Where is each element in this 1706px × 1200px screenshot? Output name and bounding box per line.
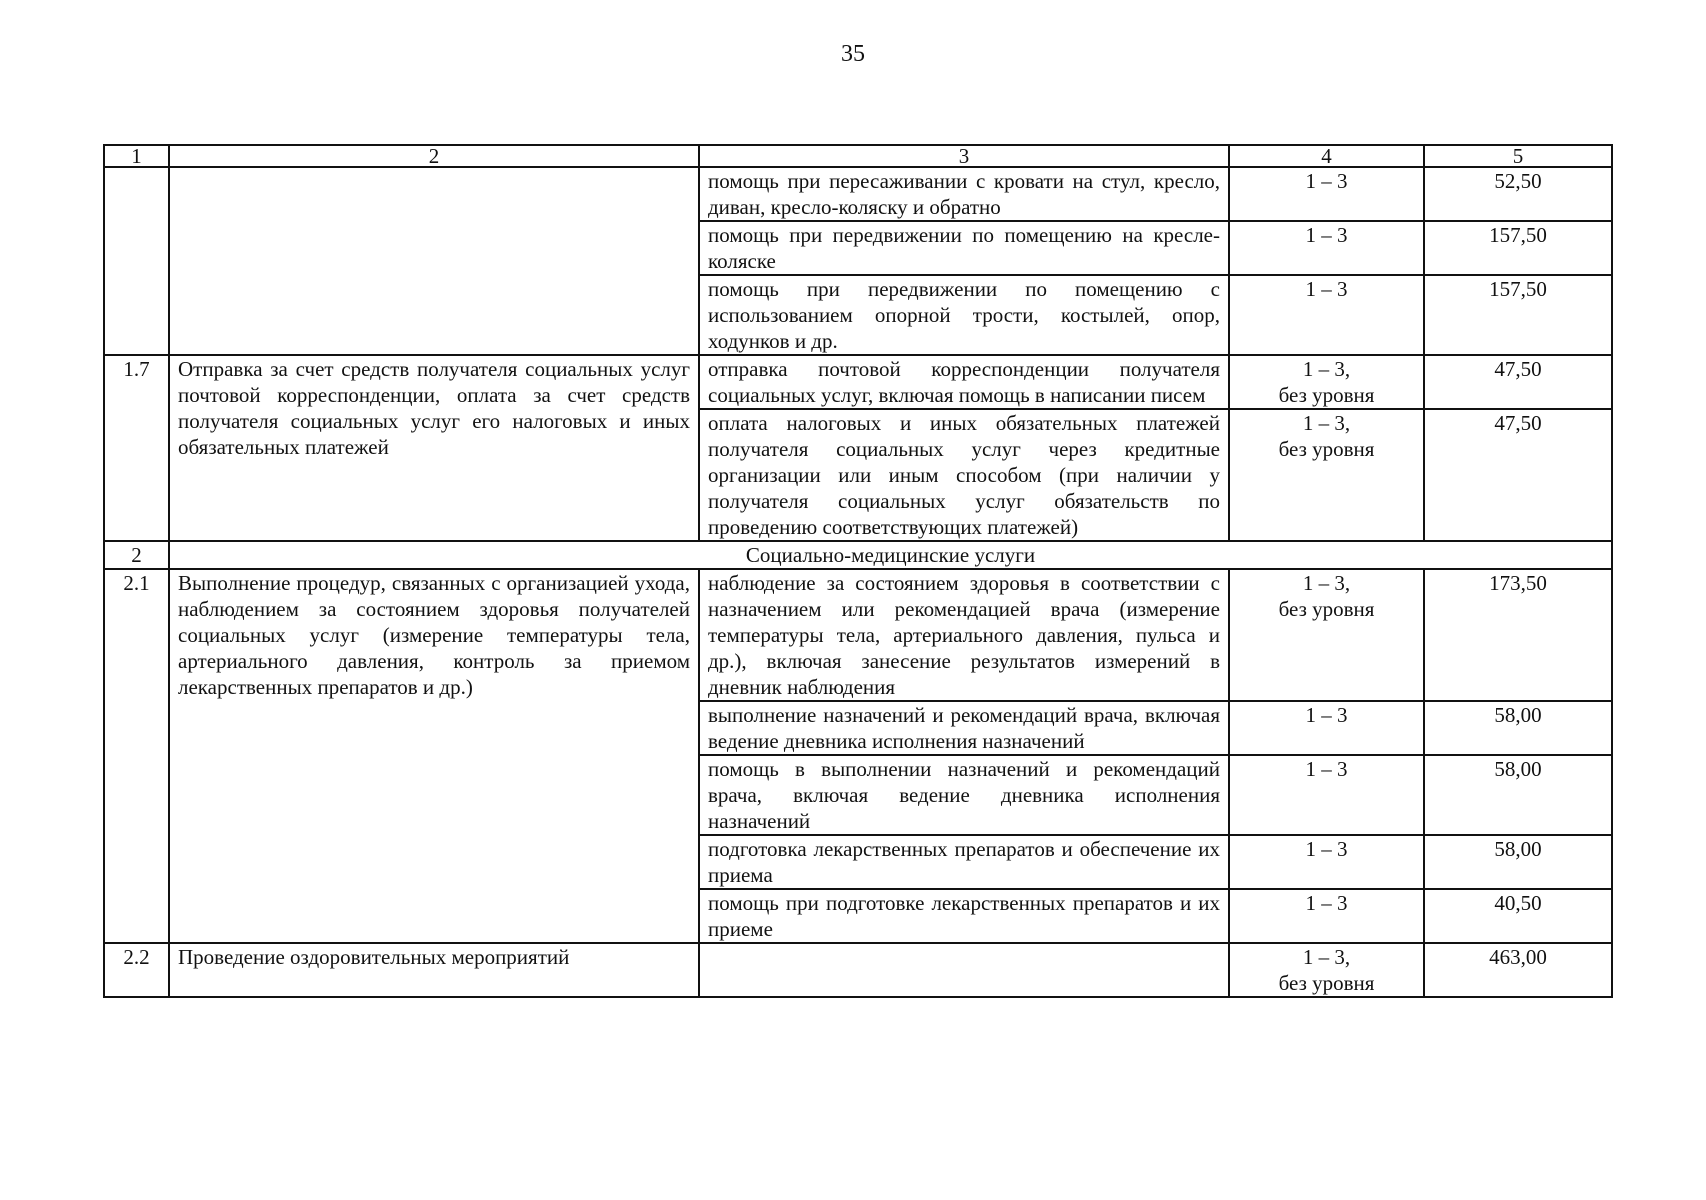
service-description-cell: помощь в выполнении назначений и рекомендаций врача, включая ведение дневника исполнения назначений (699, 755, 1229, 835)
header-col-3: 3 (699, 145, 1229, 167)
service-description-cell: оплата налоговых и иных обязательных платежей получателя социальных услуг через кредитные организации или иным способом (при наличии у получателя социальных услуг обязательств по проведению соответствующих платежей) (699, 409, 1229, 541)
service-description-cell: наблюдение за состоянием здоровья в соответствии с назначением или рекомендацией врача (измерение температуры тела, артериального давления, пульса и др.), включая занесение результатов измерений в дневник наблюдения (699, 569, 1229, 701)
row-number-cell: 2.1 (104, 569, 169, 943)
level-note: без уровня (1278, 597, 1375, 621)
service-description-cell: отправка почтовой корреспонденции получателя социальных услуг, включая помощь в написании писем (699, 355, 1229, 409)
section-title: Социально-медицинские услуги (169, 541, 1612, 569)
header-col-1: 1 (104, 145, 169, 167)
level-cell (1229, 943, 1424, 997)
header-col-5: 5 (1424, 145, 1612, 167)
price-cell: 157,50 (1424, 221, 1612, 275)
service-description-cell: помощь при пересаживании с кровати на стул, кресло, диван, кресло-коляску и обратно (699, 167, 1229, 221)
level-value: 1 – 3, (1302, 411, 1351, 435)
service-description-cell (699, 943, 1229, 997)
level-cell: 1 – 3 (1229, 701, 1424, 755)
price-cell: 58,00 (1424, 701, 1612, 755)
level-value: 1 – 3, (1302, 357, 1351, 381)
price-cell: 47,50 (1424, 409, 1612, 541)
level-value: 1 – 3, (1302, 945, 1351, 969)
price-cell: 58,00 (1424, 755, 1612, 835)
level-value: 1 – 3, (1302, 571, 1351, 595)
service-description-cell: помощь при подготовке лекарственных препаратов и их приеме (699, 889, 1229, 943)
section-row (104, 541, 1612, 569)
service-name-cell: Проведение оздоровительных мероприятий (169, 943, 699, 997)
service-name-cell: Отправка за счет средств получателя социальных услуг почтовой корреспонденции, оплата за счет средств получателя социальных услуг его налоговых и иных обязательных платежей (169, 355, 699, 541)
row-number-cell (104, 167, 169, 355)
service-description-cell: подготовка лекарственных препаратов и обеспечение их приема (699, 835, 1229, 889)
header-col-4: 4 (1229, 145, 1424, 167)
price-cell: 40,50 (1424, 889, 1612, 943)
service-name-cell (169, 167, 699, 355)
row-number-cell: 1.7 (104, 355, 169, 541)
level-note: без уровня (1278, 383, 1375, 407)
level-cell: 1 – 3 (1229, 167, 1424, 221)
section-number-cell: 2 (104, 541, 169, 569)
service-description-cell: помощь при передвижении по помещению на кресле-коляске (699, 221, 1229, 275)
table-row (104, 355, 1612, 409)
level-cell (1229, 569, 1424, 701)
service-description-cell: помощь при передвижении по помещению с использованием опорной трости, костылей, опор, ходунков и др. (699, 275, 1229, 355)
level-cell (1229, 355, 1424, 409)
price-cell: 47,50 (1424, 355, 1612, 409)
level-note: без уровня (1278, 971, 1375, 995)
level-cell: 1 – 3 (1229, 275, 1424, 355)
services-table (103, 144, 1613, 998)
level-cell: 1 – 3 (1229, 755, 1424, 835)
level-note: без уровня (1278, 437, 1375, 461)
price-cell: 463,00 (1424, 943, 1612, 997)
level-cell: 1 – 3 (1229, 889, 1424, 943)
table-row (104, 569, 1612, 701)
header-col-2: 2 (169, 145, 699, 167)
price-cell: 58,00 (1424, 835, 1612, 889)
service-description-cell: выполнение назначений и рекомендаций врача, включая ведение дневника исполнения назначений (699, 701, 1229, 755)
price-cell: 173,50 (1424, 569, 1612, 701)
price-cell: 52,50 (1424, 167, 1612, 221)
row-number-cell: 2.2 (104, 943, 169, 997)
level-cell: 1 – 3 (1229, 221, 1424, 275)
level-cell: 1 – 3 (1229, 835, 1424, 889)
level-cell (1229, 409, 1424, 541)
table-header-row (104, 145, 1612, 167)
page-number: 35 (841, 41, 865, 67)
price-cell: 157,50 (1424, 275, 1612, 355)
table-row (104, 943, 1612, 997)
service-name-cell: Выполнение процедур, связанных с организацией ухода, наблюдением за состоянием здоровья получателей социальных услуг (измерение температуры тела, артериального давления, контроль за приемом лекарственных препаратов и др.) (169, 569, 699, 943)
table-row (104, 167, 1612, 221)
